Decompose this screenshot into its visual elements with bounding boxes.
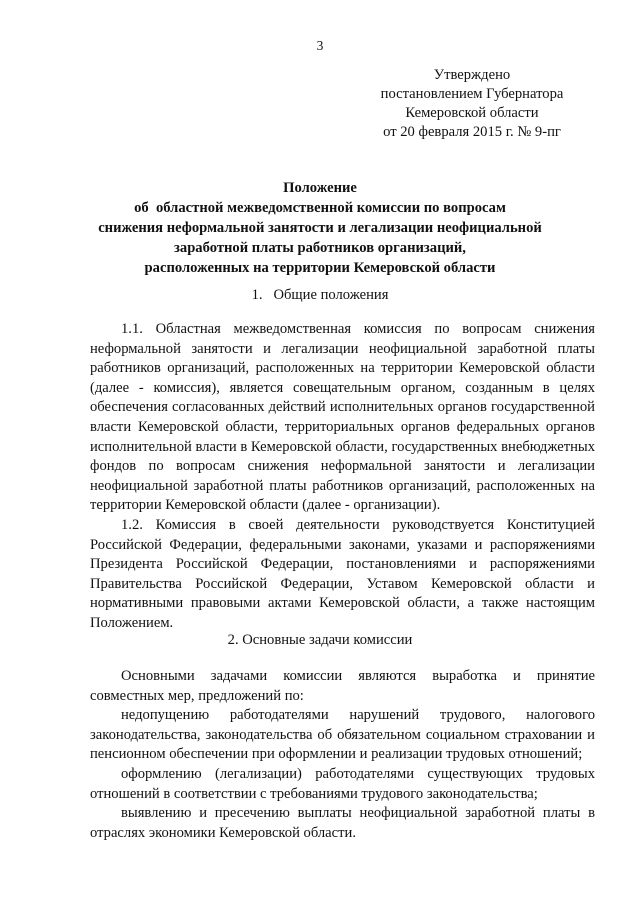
title-line: заработной платы работников организаций, [174,240,466,256]
approval-line: Кемеровской области [405,105,539,121]
approval-line: от 20 февраля 2015 г. № 9-пг [383,124,561,140]
title-line: Положение [283,180,357,196]
title-line: расположенных на территории Кемеровской области [144,260,496,276]
tasks-intro: Основными задачами комиссии являются выработка и принятие совместных мер, предложений по: [90,668,595,704]
approval-line: постановлением Губернатора [380,86,564,102]
approval-block [372,66,572,142]
section-heading-tasks: 2. Основные задачи комиссии [227,632,413,648]
title-line: снижения неформальной занятости и легализации неофициальной [98,220,542,236]
task-item: выявлению и пресечению выплаты неофициальной заработной платы в отраслях экономики Кемеровской области. [90,805,595,841]
task-item: оформлению (легализации) работодателями существующих трудовых отношений в соответствии с требованиями трудового законодательства; [90,765,595,802]
paragraph-1-2: 1.2. Комиссия в своей деятельности руководствуется Конституцией Российской Федерации, федеральными законами, указами и распоряжениями Президента Российской Федерации, постановлениями и распоряжениями Правительства Российской Федерации, Уставом Кемеровской области и нормативными правовыми актами Кемеровской области, а также настоящим Положением. [90,516,595,631]
title-line: об областной межведомственной комиссии по вопросам [134,200,506,216]
page-number: 3 [316,38,324,53]
approval-line: Утверждено [433,67,511,83]
section2-body [90,667,595,843]
task-item: недопущению работодателями нарушений трудового, налогового законодательства, законодательства об обязательном социальном страховании и пенсионном обеспечении при оформлении и реализации трудовых отношений; [90,707,595,763]
section1-body [90,320,595,634]
document-title [90,178,550,278]
paragraph-1-1: 1.1. Областная межведомственная комиссия по вопросам снижения неформальной занятости и легализации неофициальной заработной платы работников организаций, расположенных на территории Кемеровской области (далее - комиссия), является совещательным органом, созданным в целях обеспечения согласованных действий исполнительных органов государственной власти Кемеровской области, территориальных органов федеральных органов исполнительной власти в Кемеровской области, государственных внебюджетных фондов по вопросам снижения неформальной занятости и легализации неофициальной заработной платы работников организаций, расположенных на территории Кемеровской области (далее - организации). [90,321,595,514]
section-heading-general: 1. Общие положения [251,287,389,303]
